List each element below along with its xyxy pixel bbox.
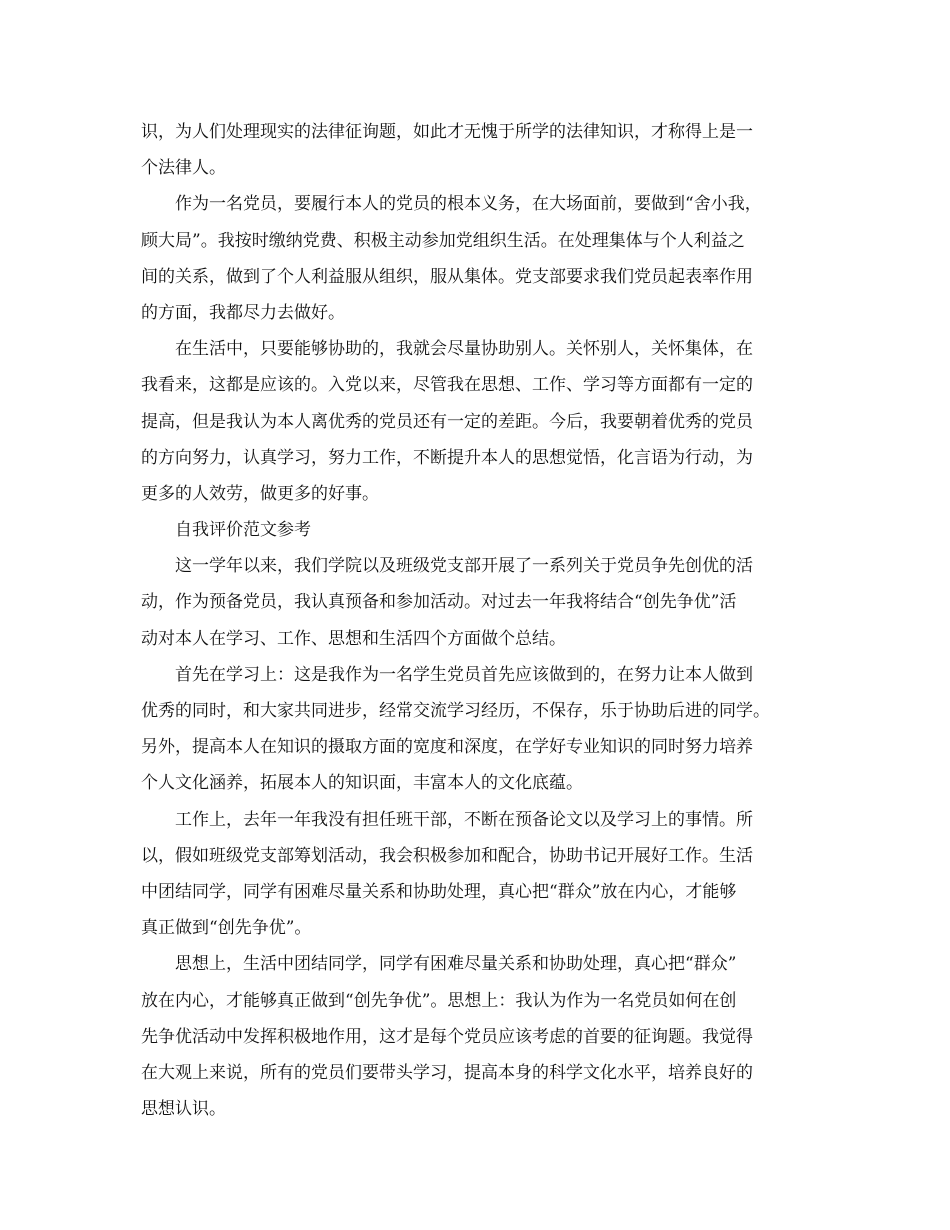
- text-line: 工作上，去年一年我没有担任班干部，不断在预备论文以及学习上的事情。所: [175, 809, 753, 830]
- text-line: 真正做到“创先争优”。: [141, 918, 312, 939]
- text-line: 在生活中，只要能够协助的，我就会尽量协助别人。关怀别人，关怀集体，在: [175, 339, 753, 360]
- text-line: 另外，提高本人在知识的摄取方面的宽度和深度，在学好专业知识的同时努力培养: [141, 737, 753, 758]
- text-line: 动对本人在学习、工作、思想和生活四个方面做个总结。: [141, 628, 566, 649]
- text-line: 个人文化涵养，拓展本人的知识面，丰富本人的文化底蕴。: [141, 773, 583, 794]
- text-line: 思想上，生活中团结同学，同学有困难尽量关系和协助处理，真心把“群众”: [175, 954, 737, 975]
- text-line: 在大观上来说，所有的党员们要带头学习，提高本身的科学文化水平，培养良好的: [141, 1062, 753, 1083]
- text-line: 首先在学习上：这是我作为一名学生党员首先应该做到的，在努力让本人做到: [175, 664, 753, 685]
- document-body: [141, 114, 811, 1127]
- text-line: 自我评价范文参考: [175, 520, 311, 541]
- text-line: 动，作为预备党员，我认真预备和参加活动。对过去一年我将结合“创先争优”活: [141, 592, 737, 613]
- text-line: 中团结同学，同学有困难尽量关系和协助处理，真心把“群众”放在内心，才能够: [141, 881, 737, 902]
- text-line: 识，为人们处理现实的法律征询题，如此才无愧于所学的法律知识，才称得上是一: [141, 122, 753, 142]
- text-line: 更多的人效劳，做更多的好事。: [141, 483, 379, 504]
- text-line: 我看来，这都是应该的。入党以来，尽管我在思想、工作、学习等方面都有一定的: [141, 375, 753, 396]
- text-line: 顾大局”。我按时缴纳党费、积极主动参加党组织生活。在处理集体与个人利益之: [141, 230, 745, 251]
- text-line: 优秀的同时，和大家共同进步，经常交流学习经历，不保存，乐于协助后进的同学。: [141, 701, 770, 721]
- text-line: 放在内心，才能够真正做到“创先争优”。思想上：我认为作为一名党员如何在创: [141, 990, 737, 1011]
- text-line: 先争优活动中发挥积极地作用，这才是每个党员应该考虑的首要的征询题。我觉得: [141, 1026, 753, 1047]
- text-line: 思想认识。: [141, 1099, 226, 1120]
- text-line: 提高，但是我认为本人离优秀的党员还有一定的差距。今后，我要朝着优秀的党员: [141, 411, 753, 432]
- text-line: 的方面，我都尽力去做好。: [141, 302, 345, 323]
- text-line: 作为一名党员，要履行本人的党员的根本义务，在大场面前，要做到“舍小我，: [175, 194, 762, 215]
- text-line: 间的关系，做到了个人利益服从组织，服从集体。党支部要求我们党员起表率作用: [141, 266, 753, 287]
- text-line: 以，假如班级党支部筹划活动，我会积极参加和配合，协助书记开展好工作。生活: [141, 845, 753, 866]
- text-line: 的方向努力，认真学习，努力工作，不断提升本人的思想觉悟，化言语为行动，为: [141, 447, 753, 468]
- text-line: 个法律人。: [141, 158, 226, 179]
- text-line: 这一学年以来，我们学院以及班级党支部开展了一系列关于党员争先创优的活: [175, 556, 753, 577]
